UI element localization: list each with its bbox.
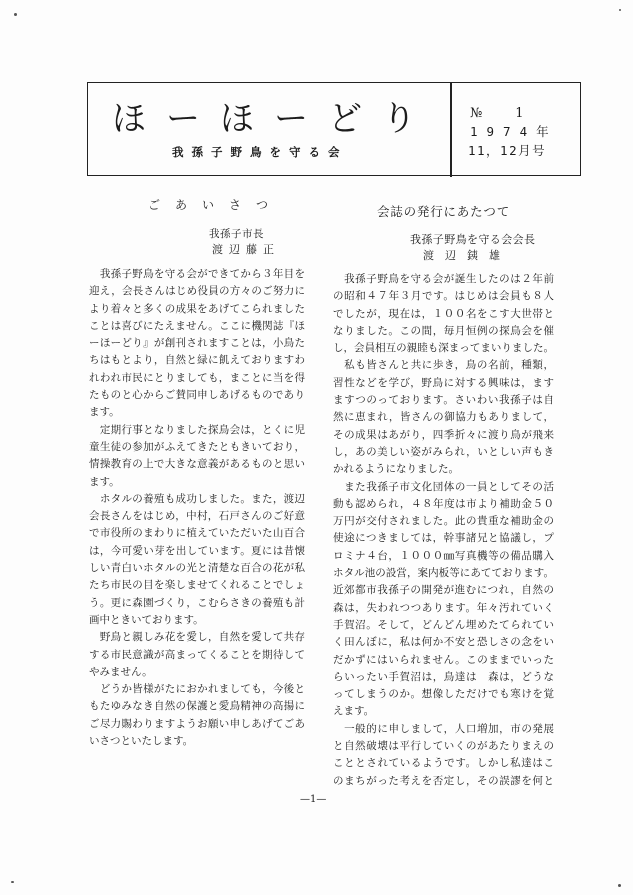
text-line: ますつのっております。さいわい我孫子は自: [333, 394, 554, 407]
text-line: また我孫子市文化団体の一員としてその活: [333, 480, 554, 493]
text-line: ーほーどり』が創刊されますことは，小鳥た: [89, 337, 305, 350]
text-line: 野鳥と親しみ花を愛し，自然を愛して共存: [89, 631, 305, 644]
text-line: らいったい手賀沼は，鳥達は 森は，どうな: [333, 670, 554, 683]
text-line: どうか皆様がたにおかれましても，今後と: [89, 683, 305, 696]
greeting-author-name: 渡辺藤正: [212, 243, 280, 256]
text-line: 我孫子野鳥を守る会ができてから３年目を: [89, 268, 305, 280]
text-line: 近郊都市我孫子の開発が進むにつれ，自然の: [333, 584, 554, 597]
text-line: 我孫子野鳥を守る会が誕生したのは２年前: [333, 273, 554, 285]
inaugural-author-name: 渡辺銕雄: [423, 249, 511, 262]
inaugural-author-title: 我孫子野鳥を守る会会長: [410, 233, 536, 246]
greeting-heading: ごあいさつ: [148, 198, 284, 212]
scan-speck: [11, 881, 14, 883]
text-line: れわれ市民にとりましても，まことに当を得: [89, 371, 305, 384]
issue-year: 1974年: [470, 124, 558, 139]
text-line: ます。: [89, 406, 120, 419]
text-line: で市役所のまわりに植えていただいた山百合: [89, 527, 305, 540]
text-line: 画中ときいております。: [89, 613, 204, 626]
text-line: 定期行事となりました探鳥会は，とくに児: [89, 423, 305, 436]
text-line: 動も認められ，４８年度は市より補助金５０: [333, 497, 554, 510]
text-line: でしたが，現在は，１００名をこす大世帯と: [333, 307, 554, 320]
text-line: う。更に森園づくり，こむらさきの養殖も計: [89, 596, 305, 609]
text-line: 森は，失われつつあります。年々汚れていく: [333, 601, 554, 614]
text-line: ホタル池の設営，案内板等にあてております。: [333, 567, 554, 580]
text-line: 万円が交付されました。此の貴重な補助金の: [333, 515, 554, 528]
text-line: ます。: [89, 475, 120, 488]
text-line: やみません。: [89, 665, 153, 678]
text-line: と自然破壊は平行していくのがあたりまえの: [333, 740, 554, 753]
scan-speck: [619, 9, 621, 11]
text-line: ことは喜びにたえません。ここに機関誌『ほ: [89, 319, 305, 332]
text-line: ちはもとより，自然と緑に飢えておりますわ: [89, 354, 305, 367]
text-line: は，今可愛い芽を出しています。夏には昔懐: [89, 544, 305, 557]
text-line: しい青白いホタルの光と清楚な百合の花が私: [89, 562, 305, 575]
text-line: 一般的に申しまして，人口増加，市の発展: [333, 722, 554, 735]
text-line: ロミナ４台，１０００㎜写真機等の備品購入: [333, 549, 554, 562]
issue-months: 11，12月号: [468, 143, 547, 158]
text-line: 習性などを学び，野鳥に対する興味は，ます: [333, 376, 554, 389]
text-line: 会長さんをはじめ，中村，石戸さんのご好意: [89, 510, 305, 523]
greeting-author-title: 我孫子市長: [209, 228, 264, 240]
text-line: なりました。この間，毎月恒例の探鳥会を催: [333, 324, 554, 337]
text-line: 童生徒の参加がふえてきたともきいており，: [89, 440, 305, 453]
organization-name: 我孫子野鳥を守る会: [172, 145, 348, 159]
page-number: —1—: [300, 794, 327, 805]
text-line: たち市民の目を楽しませてくれることでしょ: [89, 579, 305, 592]
newsletter-title: ほーほーどり: [112, 99, 436, 139]
masthead-divider: [450, 82, 452, 177]
text-line: のまちがった考えを否定し，その誤謬を何と: [333, 774, 554, 787]
text-line: ホタルの養殖も成功しました。また，渡辺: [89, 492, 305, 505]
text-line: かれるようになりました。: [333, 463, 459, 476]
text-line: えます。: [333, 705, 375, 718]
text-line: だかずにはいられません。このままでいった: [333, 653, 554, 666]
text-line: し，会員相互の親睦も深まってまいりました。: [333, 342, 554, 355]
scan-speck: [14, 13, 17, 16]
text-line: たものと心からご賛同申しあげるものであり: [89, 389, 305, 402]
text-line: する市民意識が高まってくることを期待して: [89, 648, 305, 661]
text-line: ご尽力賜わりますようお願い申しあげてごあ: [89, 717, 305, 730]
text-line: 迎え，会長さんはじめ役員の方々のご努力に: [89, 285, 305, 298]
text-line: 手賀沼。そして，どんどん埋めたてられてい: [333, 618, 554, 631]
text-line: もたゆみなき自然の保護と愛鳥精神の高揚に: [89, 700, 305, 713]
text-line: 私も皆さんと共に歩き，鳥の名前，種類，: [333, 359, 554, 372]
text-line: ってしまうのか。想像しただけでも寒けを覚: [333, 688, 554, 701]
text-line: 情操教育の上で大きな意義があるものと思い: [89, 458, 305, 471]
text-line: より着々と多くの成果をあげてこられました: [89, 302, 305, 315]
text-line: 使途につきましては，幹事諸兄と協議し，プ: [333, 532, 554, 545]
text-line: く田んぼに，私は何か不安と恐しさの念をい: [333, 636, 554, 649]
inaugural-heading: 会誌の発行にあたつて: [377, 204, 511, 219]
text-line: の昭和４７年３月です。はじめは会員も８人: [333, 290, 554, 303]
issue-number: № 1: [470, 106, 534, 121]
text-line: 然に恵まれ，皆さんの御協力もありまして，: [333, 411, 554, 424]
text-line: その成果はあがり，四季折々に渡り鳥が飛来: [333, 428, 554, 441]
text-line: こととされているようです。しかし私達はこ: [333, 757, 554, 770]
text-line: いさつといたします。: [89, 735, 194, 748]
scan-speck: [618, 884, 621, 887]
inaugural-article-body: [333, 271, 554, 790]
text-line: し，あの美しい姿がみられ，いとしい声もき: [333, 445, 554, 458]
greeting-article-body: [89, 266, 305, 750]
